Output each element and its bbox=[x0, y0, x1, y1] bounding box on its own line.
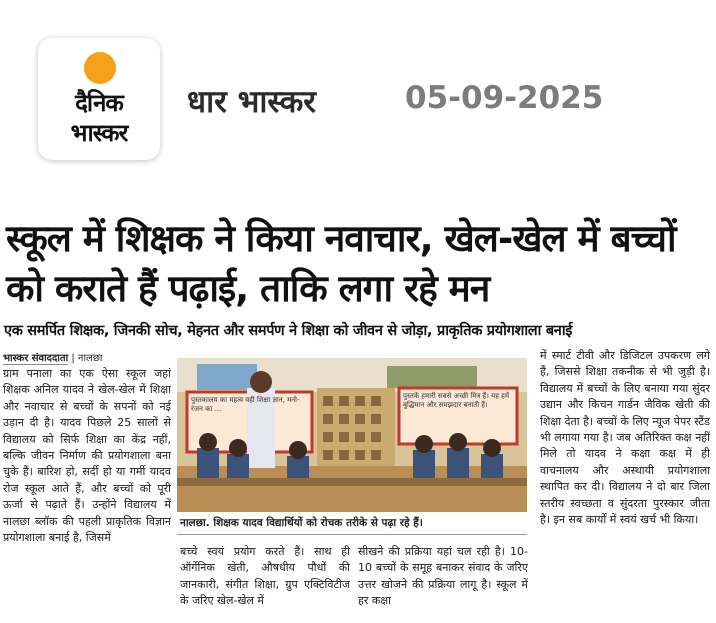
poster-right-text: पुस्तकें हमारी सबसे अच्छी मित्र हैं। यह हमें बुद्धिमान और समझदार बनाती हैं। bbox=[403, 392, 510, 409]
caption-divider bbox=[177, 534, 527, 535]
sun-icon bbox=[84, 52, 116, 84]
article-column-1: ग्राम पनाला का एक ऐसा स्कूल जहां शिक्षक अनिल यादव ने खेल-खेल में शिक्षा और नवाचार से बच्चों के सपनों को नई उड़ान दी है। यादव पिछले 25 सालों से विद्यालय को सिर्फ शिक्षा का केंद्र नहीं, बल्कि जीवन निर्माण की प्रयोगशाला बना चुके हैं। बारिश हो, सर्दी हो या गर्मी यादव रोज स्कूल आते हैं, और बच्चों को पूरी ऊर्जा से पढ़ाते हैं। उन्होंने विद्यालय में नालछा ब्लॉक की पहली प्राकृतिक विज्ञान प्रयोगशाला बनाई है, जिसमें bbox=[3, 367, 171, 545]
article-column-4: में स्मार्ट टीवी और डिजिटल उपकरण लगे हैं, जिससे शिक्षा तकनीक से भी जुड़ी है। विद्यालय में बच्चों के लिए बनाया गया सुंदर उद्यान और किचन गार्डन जैविक खेती की शिक्षा देता है। बच्चों के लिए न्यूज पेपर स्टैंड भी लगाया गया है। जब अतिरिक्त कक्ष नहीं मिले तो यादव ने कक्षा कक्ष में ही वाचनालय और अस्थायी प्रयोगशाला स्थापित कर दी। विद्यालय ने दो बार जिला स्तरीय स्वच्छता व सुंदरता पुरस्कार जीता है। इन सब कार्यों में स्वयं खर्च भी किया। bbox=[540, 349, 710, 527]
classroom-photo-illustration bbox=[177, 358, 527, 512]
publication-date: 05-09-2025 bbox=[405, 80, 604, 116]
article-subheadline: एक समर्पित शिक्षक, जिनकी सोच, मेहनत और समर्पण ने शिक्षा को जीवन से जोड़ा, प्राकृतिक प्रयोगशाला बनाई bbox=[4, 323, 573, 339]
logo-text-line1: दैनिक bbox=[75, 89, 123, 117]
logo-text-line2: भास्कर bbox=[70, 119, 128, 147]
dainik-bhaskar-logo bbox=[38, 38, 160, 160]
article-headline: स्कूल में शिक्षक ने किया नवाचार, खेल-खेल में बच्चों को कराते हैं पढ़ाई, ताकि लगा रहे मन bbox=[6, 217, 676, 310]
byline: भास्कर संवाददाता | नालछा bbox=[3, 353, 103, 364]
article-column-2: बच्चे स्वयं प्रयोग करते हैं। साथ ही ऑर्गेनिक खेती, औषधीय पौधों की जानकारी, संगीत शिक्षा, ग्रुप एक्टिविटीज के जरिए खेल-खेल में bbox=[180, 545, 350, 608]
byline-source: भास्कर संवाददाता bbox=[3, 353, 69, 364]
article-column-3: सीखने की प्रक्रिया यहां चल रही है। 10-10 बच्चों के समूह बनाकर संवाद के जरिए उत्तर खोजने की प्रक्रिया लागू है। स्कूल में हर कक्षा bbox=[358, 545, 528, 608]
byline-place: नालछा bbox=[77, 353, 103, 364]
publication-name: धार भास्कर bbox=[187, 84, 316, 120]
photo-caption: नालछा. शिक्षक यादव विद्यार्थियों को रोचक तरीके से पढ़ा रहे हैं। bbox=[180, 517, 423, 529]
poster-left-text: पुस्तकालय का महत्व वही शिक्षा ज्ञान, मनो- रंजन का ... bbox=[191, 396, 300, 413]
classroom-photo bbox=[177, 358, 527, 512]
